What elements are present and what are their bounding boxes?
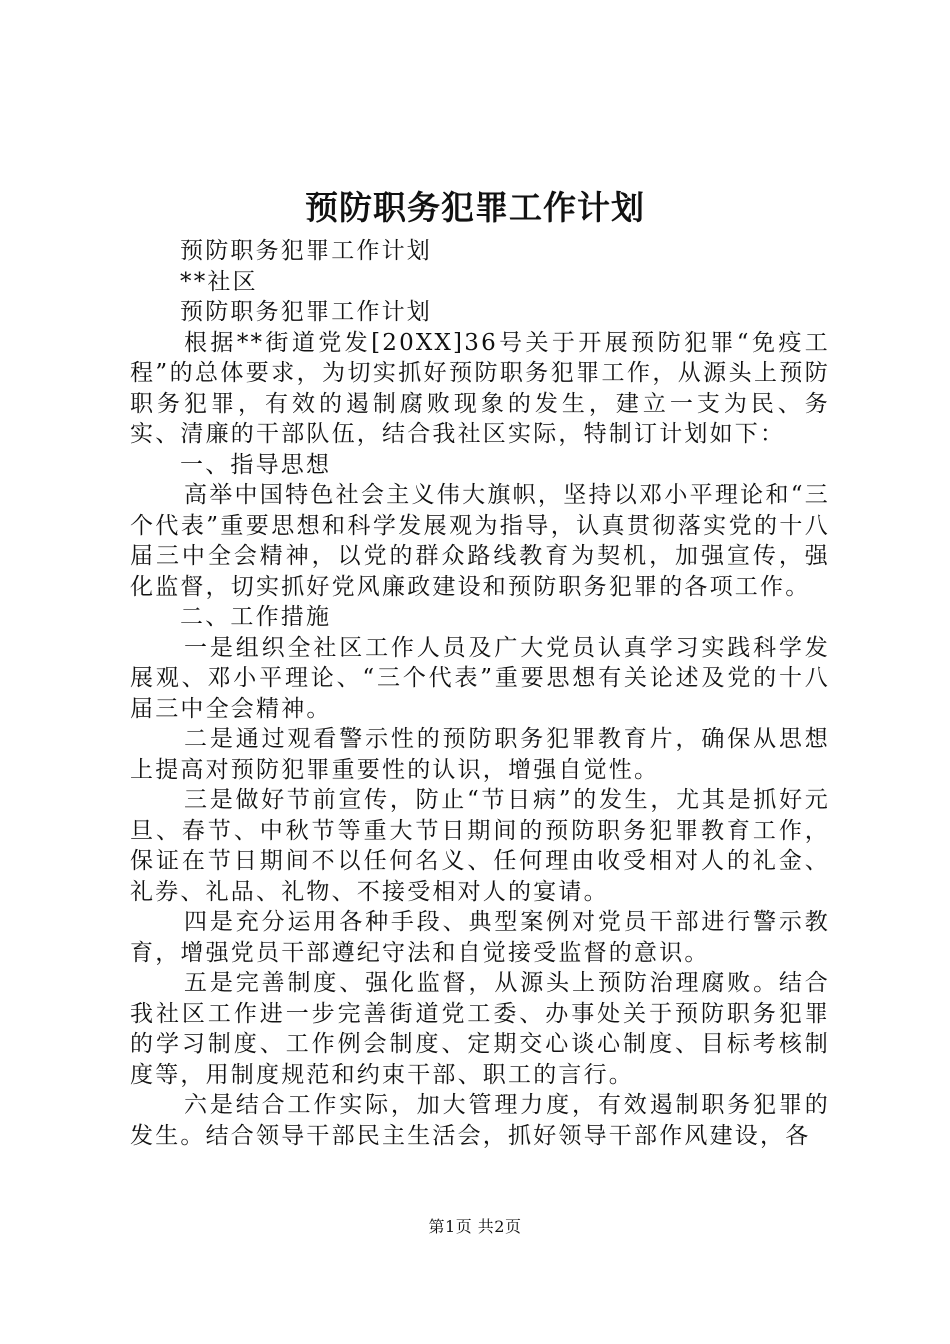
community-line: **社区 bbox=[180, 268, 258, 295]
measure-paragraph-6: 六是结合工作实际，加大管理力度，有效遏制职务犯罪的发生。结合领导干部民主生活会，抓好领导干部作风建设，各 bbox=[130, 1092, 830, 1149]
document-body bbox=[130, 236, 830, 1151]
guiding-thought-paragraph: 高举中国特色社会主义伟大旗帜，坚持以邓小平理论和“三个代表”重要思想和科学发展观为指导，认真贯彻落实党的十八届三中全会精神，以党的群众路线教育为契机，加强宣传，强化监督，切实抓好党风廉政建设和预防职务犯罪的各项工作。 bbox=[130, 482, 830, 600]
page-footer: 第1页 共2页 bbox=[428, 1217, 522, 1236]
section-heading-work-measures: 二、工作措施 bbox=[180, 604, 332, 630]
measure-paragraph-5: 五是完善制度、强化监督，从源头上预防治理腐败。结合我社区工作进一步完善街道党工委、办事处关于预防职务犯罪的学习制度、工作例会制度、定期交心谈心制度、目标考核制度等，用制度规范和约束干部、职工的言行。 bbox=[130, 970, 830, 1088]
document-title: 预防职务犯罪工作计划 bbox=[305, 188, 645, 227]
subtitle-line: 预防职务犯罪工作计划 bbox=[180, 238, 432, 264]
measure-paragraph-3: 三是做好节前宣传，防止“节日病”的发生，尤其是抓好元旦、春节、中秋节等重大节日期间的预防职务犯罪教育工作，保证在节日期间不以任何名义、任何理由收受相对人的礼金、礼券、礼品、礼物、不接受相对人的宴请。 bbox=[130, 787, 830, 905]
section-heading-guiding-thought: 一、指导思想 bbox=[180, 451, 332, 478]
measure-paragraph-2: 二是通过观看警示性的预防职务犯罪教育片，确保从思想上提高对预防犯罪重要性的认识，增强自觉性。 bbox=[130, 726, 830, 783]
intro-paragraph: 根据**街道党发[20XX]36号关于开展预防犯罪“免疫工程”的总体要求，为切实抓好预防职务犯罪工作，从源头上预防职务犯罪，有效的遏制腐败现象的发生，建立一支为民、务实、清廉的干部队伍，结合我社区实际，特制订计划如下： bbox=[130, 329, 830, 447]
plan-heading-line: 预防职务犯罪工作计划 bbox=[180, 299, 432, 325]
measure-paragraph-4: 四是充分运用各种手段、典型案例对党员干部进行警示教育，增强党员干部遵纪守法和自觉接受监督的意识。 bbox=[130, 909, 830, 966]
measure-paragraph-1: 一是组织全社区工作人员及广大党员认真学习实践科学发展观、邓小平理论、“三个代表”重要思想有关论述及党的十八届三中全会精神。 bbox=[130, 634, 830, 722]
